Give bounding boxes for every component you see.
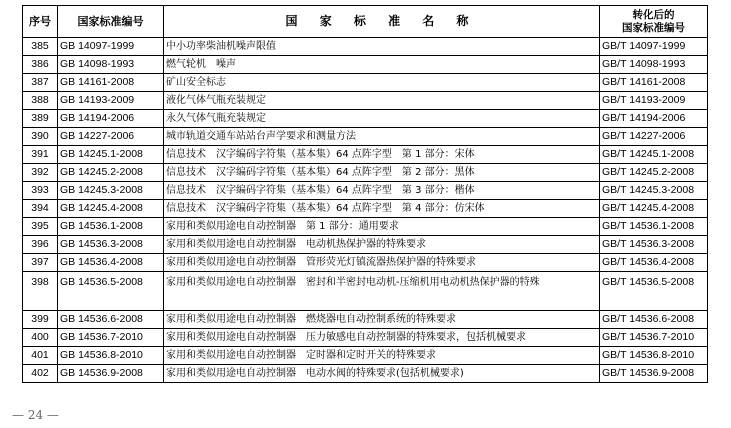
cell-converted-code: GB/T 14536.6-2008 [600,311,708,329]
standards-table [22,5,708,383]
table-row [23,254,708,272]
cell-converted-code: GB/T 14245.1-2008 [600,146,708,164]
cell-converted-code: GB/T 14245.3-2008 [600,182,708,200]
cell-standard-code: GB 14161-2008 [58,74,164,92]
table-row [23,56,708,74]
cell-standard-code: GB 14097-1999 [58,38,164,56]
table-row [23,164,708,182]
cell-seq: 389 [23,110,58,128]
cell-standard-code: GB 14193-2009 [58,92,164,110]
cell-seq: 395 [23,218,58,236]
cell-standard-code: GB 14245.1-2008 [58,146,164,164]
table-row [23,146,708,164]
cell-standard-name: 信息技术 汉字编码字符集（基本集）64 点阵字型 第 2 部分：黑体 [164,164,600,182]
cell-seq: 402 [23,365,58,383]
cell-standard-code: GB 14245.2-2008 [58,164,164,182]
cell-standard-name: 矿山安全标志 [164,74,600,92]
header-seq: 序号 [23,6,58,38]
table-row [23,200,708,218]
cell-standard-name: 永久气体气瓶充装规定 [164,110,600,128]
cell-seq: 398 [23,272,58,311]
table-row [23,128,708,146]
cell-converted-code: GB/T 14536.1-2008 [600,218,708,236]
cell-seq: 385 [23,38,58,56]
cell-converted-code: GB/T 14097-1999 [600,38,708,56]
cell-converted-code: GB/T 14245.2-2008 [600,164,708,182]
cell-standard-name: 信息技术 汉字编码字符集（基本集）64 点阵字型 第 4 部分：仿宋体 [164,200,600,218]
cell-converted-code: GB/T 14536.4-2008 [600,254,708,272]
cell-seq: 401 [23,347,58,365]
cell-standard-code: GB 14536.1-2008 [58,218,164,236]
table-row [23,236,708,254]
cell-standard-code: GB 14194-2006 [58,110,164,128]
cell-standard-code: GB 14227-2006 [58,128,164,146]
cell-standard-name: 家用和类似用途电自动控制器 定时器和定时开关的特殊要求 [164,347,600,365]
cell-seq: 386 [23,56,58,74]
cell-converted-code: GB/T 14193-2009 [600,92,708,110]
cell-standard-name: 家用和类似用途电自动控制器 密封和半密封电动机-压缩机用电动机热保护器的特殊 [164,272,600,311]
cell-standard-code: GB 14245.3-2008 [58,182,164,200]
table-row [23,74,708,92]
cell-seq: 388 [23,92,58,110]
cell-converted-code: GB/T 14536.5-2008 [600,272,708,311]
cell-standard-name: 家用和类似用途电自动控制器 第 1 部分：通用要求 [164,218,600,236]
cell-standard-code: GB 14098-1993 [58,56,164,74]
page-number: — 24 — [12,408,59,422]
table-row [23,182,708,200]
cell-standard-name: 家用和类似用途电自动控制器 电动水阀的特殊要求(包括机械要求) [164,365,600,383]
cell-converted-code: GB/T 14536.3-2008 [600,236,708,254]
cell-standard-name: 中小功率柴油机噪声限值 [164,38,600,56]
cell-converted-code: GB/T 14536.7-2010 [600,329,708,347]
table-row [23,110,708,128]
cell-standard-name: 液化气体气瓶充装规定 [164,92,600,110]
header-standard-name: 国 家 标 准 名 称 [164,6,600,38]
cell-seq: 394 [23,200,58,218]
table-row [23,365,708,383]
cell-seq: 391 [23,146,58,164]
table-row [23,38,708,56]
cell-seq: 393 [23,182,58,200]
cell-converted-code: GB/T 14245.4-2008 [600,200,708,218]
cell-standard-name: 燃气轮机 噪声 [164,56,600,74]
cell-standard-code: GB 14536.4-2008 [58,254,164,272]
table-row [23,311,708,329]
cell-standard-name: 家用和类似用途电自动控制器 电动机热保护器的特殊要求 [164,236,600,254]
cell-standard-code: GB 14536.8-2010 [58,347,164,365]
table-row [23,272,708,311]
cell-standard-code: GB 14245.4-2008 [58,200,164,218]
header-standard-code: 国家标准编号 [58,6,164,38]
cell-converted-code: GB/T 14194-2006 [600,110,708,128]
cell-seq: 387 [23,74,58,92]
standards-table-container [22,5,708,383]
cell-converted-code: GB/T 14098-1993 [600,56,708,74]
cell-seq: 396 [23,236,58,254]
cell-standard-code: GB 14536.9-2008 [58,365,164,383]
cell-standard-code: GB 14536.7-2010 [58,329,164,347]
header-converted-line1: 转化后的 [632,8,675,21]
cell-converted-code: GB/T 14227-2006 [600,128,708,146]
table-row [23,92,708,110]
cell-converted-code: GB/T 14161-2008 [600,74,708,92]
cell-seq: 399 [23,311,58,329]
table-row [23,218,708,236]
cell-seq: 390 [23,128,58,146]
cell-seq: 397 [23,254,58,272]
table-row [23,329,708,347]
cell-standard-code: GB 14536.5-2008 [58,272,164,311]
header-converted-line2: 国家标准编号 [622,21,685,34]
cell-standard-name: 信息技术 汉字编码字符集（基本集）64 点阵字型 第 3 部分：楷体 [164,182,600,200]
table-header-row [23,6,708,38]
cell-seq: 400 [23,329,58,347]
header-converted-code [600,6,708,38]
cell-standard-name: 家用和类似用途电自动控制器 压力敏感电自动控制器的特殊要求，包括机械要求 [164,329,600,347]
cell-standard-name: 家用和类似用途电自动控制器 燃烧器电自动控制系统的特殊要求 [164,311,600,329]
cell-standard-name: 家用和类似用途电自动控制器 管形荧光灯镇流器热保护器的特殊要求 [164,254,600,272]
cell-standard-name: 信息技术 汉字编码字符集（基本集）64 点阵字型 第 1 部分：宋体 [164,146,600,164]
cell-standard-code: GB 14536.6-2008 [58,311,164,329]
cell-standard-name: 城市轨道交通车站站台声学要求和测量方法 [164,128,600,146]
table-row [23,347,708,365]
cell-standard-code: GB 14536.3-2008 [58,236,164,254]
cell-seq: 392 [23,164,58,182]
cell-converted-code: GB/T 14536.9-2008 [600,365,708,383]
cell-converted-code: GB/T 14536.8-2010 [600,347,708,365]
